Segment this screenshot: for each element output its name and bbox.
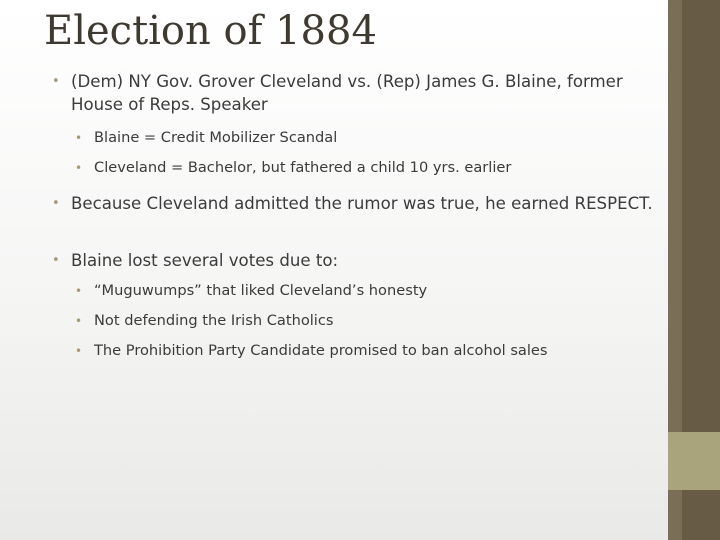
bullet-1-sub-2 (52, 158, 662, 178)
bullet-3-sub-1-text: “Muguwumps” that liked Cleveland’s honesty (94, 282, 428, 299)
sub-bullet-marker: • (75, 161, 83, 175)
bullet-1 (52, 70, 662, 116)
bullet-3-sub-3 (52, 341, 662, 361)
bullet-1-sub-1-text: Blaine = Credit Mobilizer Scandal (94, 129, 338, 146)
bullet-3 (52, 249, 662, 272)
bullet-3-sub-2-text: Not defending the Irish Catholics (94, 312, 334, 329)
bullet-marker: • (52, 253, 60, 268)
bullet-2-text: Because Cleveland admitted the rumor was true, he earned RESPECT. (71, 194, 653, 213)
bullet-1-text: (Dem) NY Gov. Grover Cleveland vs. (Rep) James G. Blaine, former House of Reps. Speaker (71, 72, 623, 114)
sub-bullet-marker: • (75, 284, 83, 298)
side-decorative-block (668, 432, 720, 490)
slide-title: Election of 1884 (44, 8, 377, 54)
bullet-1-sub-1 (52, 128, 662, 148)
bullet-marker: • (52, 74, 60, 89)
bullet-1-sub-2-text: Cleveland = Bachelor, but fathered a child 10 yrs. earlier (94, 159, 512, 176)
bullet-3-text: Blaine lost several votes due to: (71, 251, 339, 270)
bullet-3-sub-1 (52, 281, 662, 301)
sub-bullet-marker: • (75, 344, 83, 358)
slide-content (52, 70, 662, 361)
bullet-3-sub-3-text: The Prohibition Party Candidate promised to ban alcohol sales (94, 342, 548, 359)
bullet-marker: • (52, 196, 60, 211)
bullet-2 (52, 192, 662, 215)
sub-bullet-marker: • (75, 314, 83, 328)
bullet-3-sub-2 (52, 311, 662, 331)
sub-bullet-marker: • (75, 131, 83, 145)
